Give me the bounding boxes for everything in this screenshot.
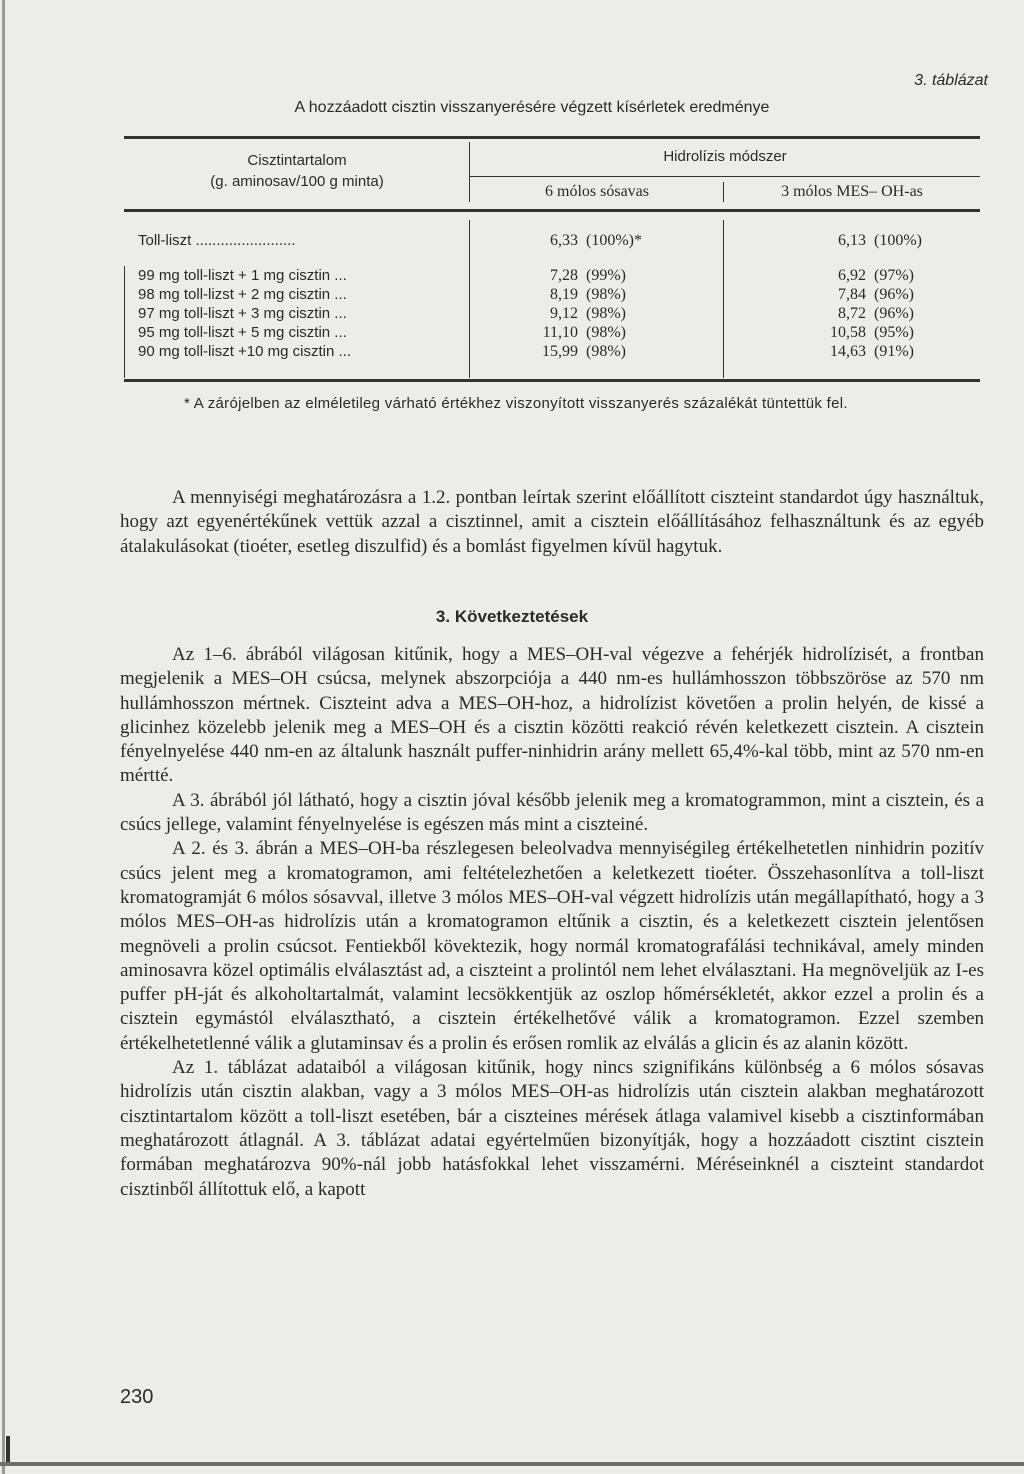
table-rule-sub <box>470 176 980 177</box>
hcl-value: 6,33 <box>550 232 578 249</box>
header-method: Hidrolízis módszer <box>663 148 787 165</box>
mes-percent: (91%) <box>874 343 914 360</box>
header-content <box>124 150 470 192</box>
paragraph: A mennyiségi meghatározásra a 1.2. pontban leírtak szerint előállított ciszteint standardot úgy használtuk, hogy azt egyenértékűnek vettük azzal a cisztinnel, amit a cisztein előállításához felhasználtunk és az egyéb átalakulásokat (tioéter, esetleg diszulfid) és a bomlást figyelmen kívül hagytuk. <box>120 487 984 557</box>
paragraph-block <box>120 486 984 559</box>
hcl-percent: (98%) <box>586 324 626 341</box>
table-row <box>124 232 980 252</box>
table-row <box>124 267 980 287</box>
mes-value: 6,13 <box>838 232 866 249</box>
hcl-percent: (100%)* <box>586 232 642 249</box>
section-heading: 3. Következtetések <box>435 607 589 626</box>
hcl-percent: (98%) <box>586 305 626 322</box>
mes-value: 8,72 <box>838 305 866 322</box>
row-label: 95 mg toll-liszt + 5 mg cisztin ... <box>138 324 347 341</box>
header-content-line1: Cisztintartalom <box>247 152 347 169</box>
scan-edge <box>0 1462 1024 1466</box>
row-label: 97 mg toll-liszt + 3 mg cisztin ... <box>138 305 347 322</box>
table-number: 3. táblázat <box>914 72 988 89</box>
table-rule-top <box>124 136 980 139</box>
table-row <box>124 324 980 344</box>
mes-value: 7,84 <box>838 286 866 303</box>
hcl-percent: (98%) <box>586 343 626 360</box>
mes-percent: (96%) <box>874 286 914 303</box>
table-caption: A hozzáadott cisztin visszanyerésére végzett kísérletek eredménye <box>294 99 770 116</box>
paragraph-block <box>120 643 984 1202</box>
header-hcl: 6 mólos sósavas <box>545 183 649 200</box>
scan-edge <box>2 0 5 1474</box>
hcl-value: 9,12 <box>550 305 578 322</box>
page-number: 230 <box>120 1386 154 1408</box>
hcl-value: 15,99 <box>542 343 578 360</box>
mes-value: 10,58 <box>830 324 866 341</box>
paragraph: Az 1. táblázat adataiból a világosan kitűnik, hogy nincs szignifikáns különbség a 6 mólos sósavas hidrolízis után cisztin alakban, vagy a 3 mólos MES–OH-as hidrolízis után cisztein alakban meghatározott cisztintartalom között a toll-liszt esetében, bár a ciszteines mérések átlaga valamivel kisebb a cisztinformában meghatározott átlagnál. A 3. táblázat adatai egyértelműen bizonyítják, hogy a hozzáadott cisztint cisztein formában meghatározva 90%-nál jobb hatásfokkal lehet visszamérni. Méréseinknél a ciszteint standardot cisztinből állítottuk elő, a kapott <box>120 1057 984 1200</box>
mes-percent: (100%) <box>874 232 922 249</box>
table-row <box>124 343 980 363</box>
row-label: Toll-liszt ........................ <box>138 232 296 249</box>
results-table <box>124 136 980 382</box>
mes-value: 14,63 <box>830 343 866 360</box>
row-label: 99 mg toll-liszt + 1 mg cisztin ... <box>138 267 347 284</box>
hcl-value: 8,19 <box>550 286 578 303</box>
paragraph: Az 1–6. ábrából világosan kitűnik, hogy a MES–OH-val végezve a fehérjék hidrolízisét, a frontban megjelenik a MES–OH csúcsa, melynek abszorpciója a 440 nm-es hullámhosszon többszöröse az 570 nm hullámhosszon mértnek. Ciszteint adva a MES–OH-hoz, a hidrolízist követően a prolin helyén, de kissé a glicinhez közelebb jelenik meg a MES–OH és a cisztin közötti reakció révén keletkezett cisztein. A cisztein fényelnyelése 440 nm-en az általunk használt puffer-ninhidrin arány mellett 65,4%-kal több, mint az 570 nm-en mértté. <box>120 644 984 787</box>
table-row <box>124 286 980 306</box>
header-mes: 3 mólos MES– OH-as <box>781 183 923 200</box>
header-content-line2: (g. aminosav/100 g minta) <box>210 173 384 190</box>
mes-percent: (95%) <box>874 324 914 341</box>
paragraph: A 3. ábrából jól látható, hogy a cisztin jóval később jelenik meg a kromatogrammon, mint a cisztein, és a csúcs jellege, valamint fényelnyelése is egészen más mint a ciszteiné. <box>120 789 984 836</box>
hcl-value: 11,10 <box>542 324 578 341</box>
hcl-value: 7,28 <box>550 267 578 284</box>
mes-percent: (97%) <box>874 267 914 284</box>
mes-percent: (96%) <box>874 305 914 322</box>
hcl-percent: (99%) <box>586 267 626 284</box>
row-label: 90 mg toll-liszt +10 mg cisztin ... <box>138 343 351 360</box>
hcl-percent: (98%) <box>586 286 626 303</box>
mes-value: 6,92 <box>838 267 866 284</box>
table-footnote: * A zárójelben az elméletileg várható értékhez viszonyított visszanyerés százalékát tüntettük fel. <box>184 395 848 412</box>
scan-mark <box>6 1436 10 1462</box>
paragraph: A 2. és 3. ábrán a MES–OH-ba részlegesen beleolvadva mennyiségileg értékelhetetlen ninhidrin pozitív csúcs jelent meg a kromatogramon, ami feltételezhetően a keletkezett tioéter. Összehasonlítva a toll-liszt kromatogramját 6 mólos sósavval, illetve 3 mólos MES–OH-val végzett hidrolízis után megállapítható, hogy a 3 mólos MES–OH-as hidrolízis után a kromatogramon eltűnik a cisztin, és a keletkezett cisztein jelentősen megnöveli a prolin csúcsot. Fentiekből kövektezik, hogy normál kromatografálási technikával, amely minden aminosavra közel optimális elválasztást ad, a ciszteint a prolintól nem lehet elválasztani. Ha megnöveljük az I-es puffer pH-ját és alkoholtartalmát, valamint lecsökkentjük az oszlop hőmérsékletét, akkor ezzel a prolin és a cisztein egymástól elválasztható, a cisztein értékelhetővé válik a kromatogramon. Ezzel szemben értékelhetetlenné válik a glutaminsav és a prolin és erősen romlik az elválás a glicin és az alanin között. <box>120 838 984 1054</box>
table-rule-header <box>124 209 980 212</box>
table-rule-bottom <box>124 379 980 382</box>
row-label: 98 mg toll-lizst + 2 mg cisztin ... <box>138 286 347 303</box>
table-row <box>124 305 980 325</box>
